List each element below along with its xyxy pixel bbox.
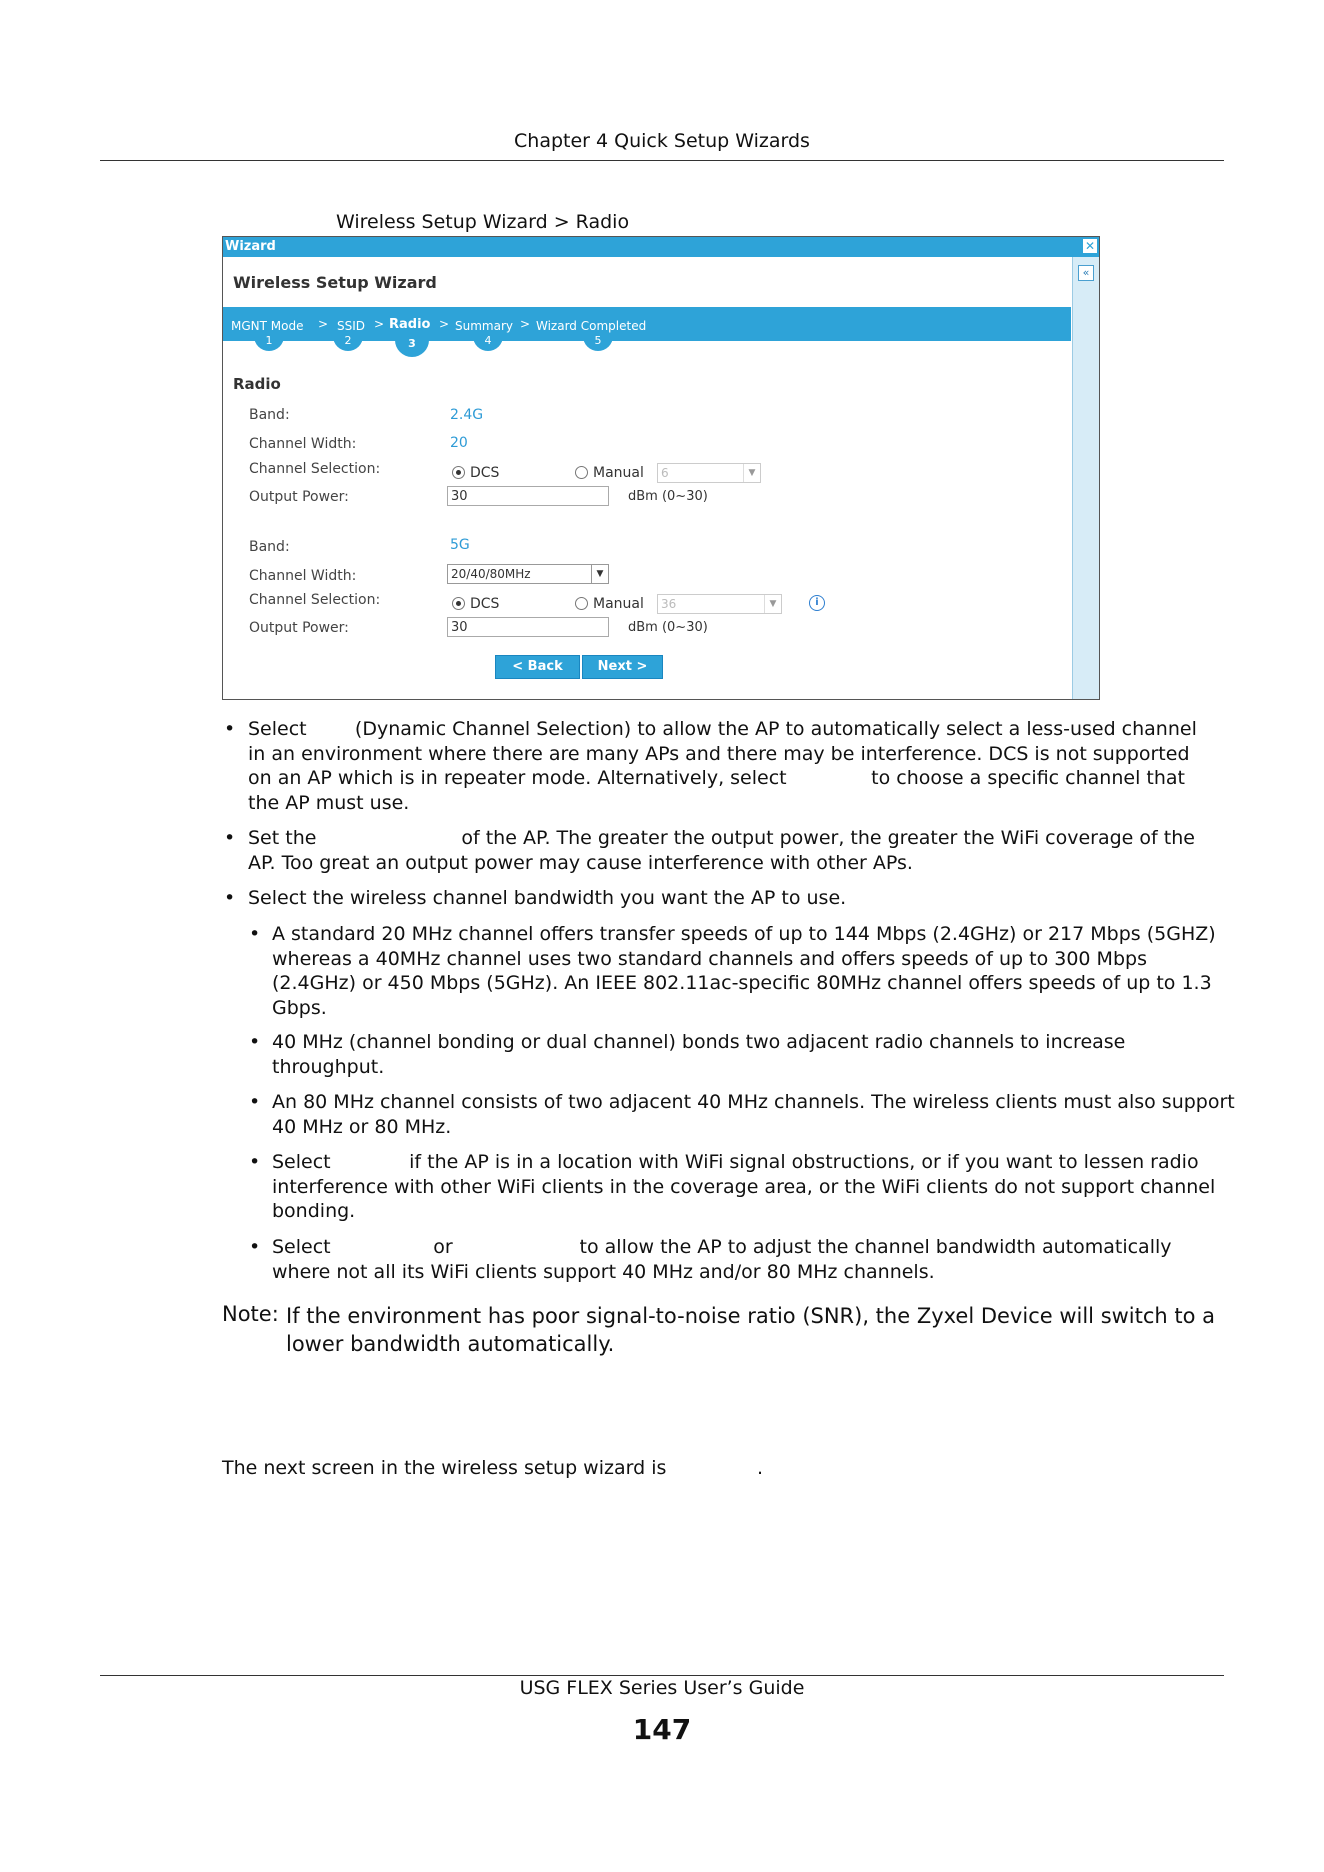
footer-divider xyxy=(100,1675,1224,1676)
step-label-summary: Summary xyxy=(455,319,513,333)
text-line: A standard 20 MHz channel offers transfer speeds of up to 144 Mbps (2.4GHz) or 217 Mbps (5GHZ) xyxy=(272,923,1216,945)
channel-width-value-5g: 20/40/80MHz xyxy=(451,567,531,581)
step-separator: > xyxy=(374,317,385,331)
manual-channel-value: 6 xyxy=(661,466,669,480)
band-label: Band: xyxy=(249,407,290,423)
dcs-radio-label: DCS xyxy=(470,596,500,612)
channel-selection-label: Channel Selection: xyxy=(249,461,381,477)
output-power-label: Output Power: xyxy=(249,489,349,505)
sub-bullet-marker: • xyxy=(249,1031,261,1053)
paragraph-20mhz xyxy=(272,922,1216,1020)
step-number-3: 3 xyxy=(395,333,429,357)
double-chevron-left-icon[interactable]: « xyxy=(1078,265,1094,281)
paragraph-output-power xyxy=(248,826,1195,875)
paragraph-40mhz xyxy=(272,1030,1125,1079)
next-screen-text: The next screen in the wireless setup wizard is . xyxy=(222,1457,763,1479)
next-button[interactable]: Next > xyxy=(582,655,663,679)
text-line: interference with other WiFi clients in the coverage area, or the WiFi clients do not support channel xyxy=(272,1175,1216,1198)
bullet-marker: • xyxy=(224,827,236,849)
bullet-marker: • xyxy=(224,887,236,909)
text-line: lower bandwidth automatically. xyxy=(286,1332,615,1356)
dcs-radio-5g[interactable] xyxy=(452,597,465,610)
text-line: the AP must use. xyxy=(248,791,410,814)
guide-title: USG FLEX Series User’s Guide xyxy=(519,1677,805,1699)
channel-width-label: Channel Width: xyxy=(249,436,357,452)
text-line: in an environment where there are many APs and there may be interference. DCS is not supported xyxy=(248,742,1190,765)
page-number: 147 xyxy=(632,1713,692,1746)
text-line: Gbps. xyxy=(272,996,327,1019)
channel-width-value-24g: 20 xyxy=(450,435,468,451)
wizard-window-title: Wizard xyxy=(225,239,276,254)
step-number-2: 2 xyxy=(333,333,363,351)
paragraph-bandwidth xyxy=(248,886,846,911)
dcs-radio-24g[interactable] xyxy=(452,466,465,479)
wizard-titlebar xyxy=(223,237,1099,257)
step-label-wizard-completed: Wizard Completed xyxy=(536,319,647,333)
sub-bullet-marker: • xyxy=(249,923,261,945)
figure-caption: Wireless Setup Wizard > Radio xyxy=(336,211,630,233)
sub-bullet-marker: • xyxy=(249,1236,261,1258)
note-label: Note: xyxy=(222,1302,279,1326)
info-icon[interactable]: i xyxy=(809,595,825,611)
text-line: Select if the AP is in a location with WiFi signal obstructions, or if you want to lessen radio xyxy=(272,1151,1199,1173)
text-line: 40 MHz (channel bonding or dual channel) bonds two adjacent radio channels to increase xyxy=(272,1031,1126,1053)
manual-channel-select-24g[interactable] xyxy=(657,463,761,483)
text-line: bonding. xyxy=(272,1200,356,1222)
paragraph-auto-bandwidth xyxy=(272,1235,1172,1284)
output-power-unit: dBm (0~30) xyxy=(628,489,708,504)
text-line: where not all its WiFi clients support 40 MHz and/or 80 MHz channels. xyxy=(272,1260,935,1283)
output-power-label: Output Power: xyxy=(249,620,349,636)
text-line: Set the of the AP. The greater the output power, the greater the WiFi coverage of the xyxy=(248,827,1195,849)
section-title-radio: Radio xyxy=(233,375,281,393)
manual-channel-select-5g[interactable] xyxy=(657,594,782,614)
header-divider xyxy=(100,160,1224,161)
text-line: on an AP which is in repeater mode. Alternatively, select to choose a specific channel that xyxy=(248,767,1185,789)
note-text xyxy=(286,1302,1215,1358)
text-line: AP. Too great an output power may cause interference with other APs. xyxy=(248,851,913,874)
manual-radio-5g[interactable] xyxy=(575,597,588,610)
chapter-title: Chapter 4 Quick Setup Wizards xyxy=(514,130,810,152)
step-label-radio: Radio xyxy=(389,317,431,332)
step-label-ssid: SSID xyxy=(337,319,366,333)
manual-radio-label: Manual xyxy=(593,465,644,481)
text-line: (2.4GHz) or 450 Mbps (5GHz). An IEEE 802.11ac-specific 80MHz channel offers speeds of up to 1.3 xyxy=(272,972,1212,994)
manual-radio-24g[interactable] xyxy=(575,466,588,479)
chevron-down-icon: ▼ xyxy=(743,464,760,482)
text-line: Select or to allow the AP to adjust the channel bandwidth automatically xyxy=(272,1236,1172,1258)
manual-channel-value: 36 xyxy=(661,597,677,611)
step-number-5: 5 xyxy=(583,333,613,351)
back-button[interactable]: < Back xyxy=(495,655,580,679)
band-value-24g: 2.4G xyxy=(450,407,484,423)
step-label-mgnt-mode: MGNT Mode xyxy=(231,319,304,333)
band-value-5g: 5G xyxy=(450,537,470,553)
sub-bullet-marker: • xyxy=(249,1151,261,1173)
band-label: Band: xyxy=(249,539,290,555)
step-separator: > xyxy=(520,317,531,331)
step-number-1: 1 xyxy=(254,333,284,351)
dcs-radio-label: DCS xyxy=(470,465,500,481)
sub-bullet-marker: • xyxy=(249,1091,261,1113)
text-line: Select (Dynamic Channel Selection) to allow the AP to automatically select a less-used channel xyxy=(248,718,1197,740)
manual-radio-label: Manual xyxy=(593,596,644,612)
bullet-marker: • xyxy=(224,718,236,740)
paragraph-dcs xyxy=(248,717,1197,815)
step-separator: > xyxy=(318,317,329,331)
text-line: If the environment has poor signal-to-noise ratio (SNR), the Zyxel Device will switch to a xyxy=(286,1304,1216,1328)
wizard-side-panel xyxy=(1072,257,1099,699)
text-line: throughput. xyxy=(272,1055,385,1078)
wizard-heading: Wireless Setup Wizard xyxy=(233,273,437,292)
output-power-input-24g[interactable]: 30 xyxy=(447,486,609,506)
text-line: whereas a 40MHz channel uses two standard channels and offers speeds of up to 300 Mbps xyxy=(272,947,1147,970)
text-line: An 80 MHz channel consists of two adjacent 40 MHz channels. The wireless clients must also support xyxy=(272,1091,1235,1113)
step-separator: > xyxy=(439,317,450,331)
chevron-down-icon: ▼ xyxy=(764,595,781,613)
channel-width-label: Channel Width: xyxy=(249,568,357,584)
wizard-window xyxy=(222,236,1100,700)
close-icon[interactable]: ✕ xyxy=(1084,239,1096,253)
channel-selection-label: Channel Selection: xyxy=(249,592,381,608)
channel-width-select-5g[interactable] xyxy=(447,564,609,584)
text-line: Select the wireless channel bandwidth you want the AP to use. xyxy=(248,887,847,909)
step-number-4: 4 xyxy=(473,333,503,351)
paragraph-80mhz xyxy=(272,1090,1235,1139)
paragraph-select-20mhz xyxy=(272,1150,1215,1224)
output-power-input-5g[interactable]: 30 xyxy=(447,617,609,637)
output-power-unit: dBm (0~30) xyxy=(628,620,708,635)
chevron-down-icon: ▼ xyxy=(591,565,608,583)
text-line: 40 MHz or 80 MHz. xyxy=(272,1115,452,1138)
